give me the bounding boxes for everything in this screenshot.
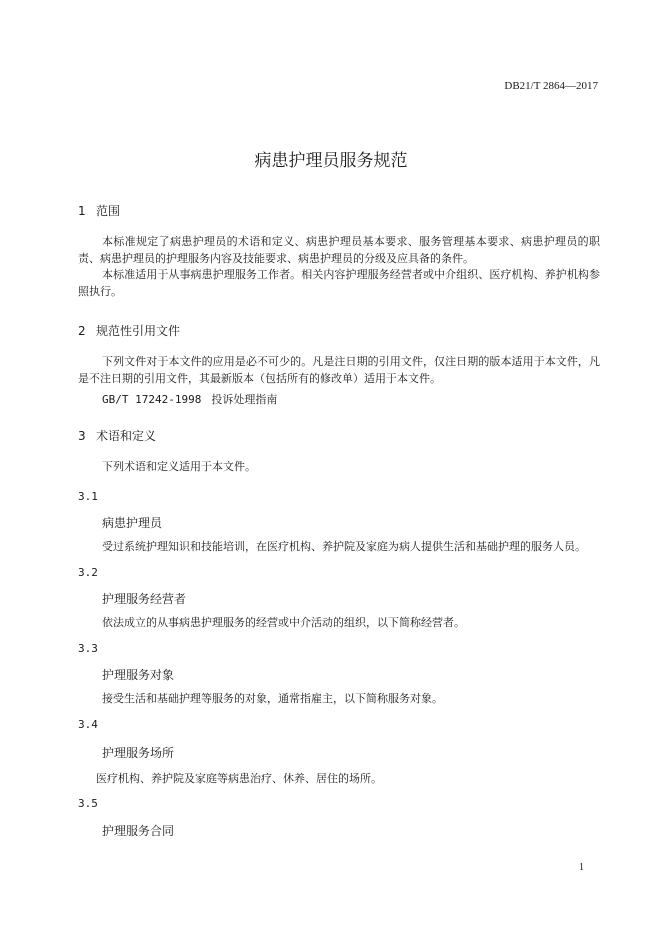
term-definition: 依法成立的从事病患护理服务的经营或中介活动的组织，以下简称经营者。: [102, 616, 465, 629]
section-heading-2: [78, 322, 180, 339]
term-definition: 医疗机构、养护院及家庭等病患治疗、休养、居住的场所。: [96, 772, 382, 785]
section-number: 1: [78, 204, 86, 218]
section-heading-3: [78, 427, 156, 444]
term-heading: 病患护理员: [102, 516, 163, 530]
clause-number: 3.3: [78, 642, 98, 655]
section-number: 3: [78, 429, 86, 443]
section-heading-1: [78, 202, 120, 219]
section-2-paragraph-1: 下列文件对于本文件的应用是必不可少的。凡是注日期的引用文件，仅注日期的版本适用于本文件，凡是不注日期的引用文件，其最新版本（包括所有的修改单）适用于本文件。: [78, 355, 600, 385]
standard-code: DB21/T 2864—2017: [504, 80, 598, 92]
term-heading: 护理服务对象: [102, 668, 175, 682]
section-title: 术语和定义: [96, 429, 157, 443]
clause-number: 3.5: [78, 797, 98, 810]
clause-number: 3.4: [78, 718, 98, 731]
section-title: 规范性引用文件: [96, 324, 181, 338]
normative-reference: [102, 391, 277, 407]
section-number: 2: [78, 324, 86, 338]
term-definition: 接受生活和基础护理等服务的对象，通常指雇主，以下简称服务对象。: [102, 692, 443, 705]
section-title: 范围: [96, 204, 121, 218]
clause-number: 3.1: [78, 490, 98, 503]
reference-title: 投诉处理指南: [211, 393, 278, 406]
document-title: 病患护理员服务规范: [254, 151, 408, 171]
term-heading: 护理服务经营者: [102, 592, 187, 606]
term-definition: 受过系统护理知识和技能培训，在医疗机构、养护院及家庭为病人提供生活和基础护理的服务人员。: [102, 540, 586, 553]
section-1-paragraph-2: 本标准适用于从事病患护理服务工作者。相关内容护理服务经营者或中介组织、医疗机构、养护机构参照执行。: [78, 268, 600, 298]
section-1-paragraph-1: 本标准规定了病患护理员的术语和定义、病患护理员基本要求、服务管理基本要求、病患护理员的职责、病患护理员的护理服务内容及技能要求、病患护理员的分级及应具备的条件。: [78, 235, 600, 265]
term-heading: 护理服务合同: [102, 824, 175, 838]
clause-number: 3.2: [78, 566, 98, 579]
section-3-paragraph-1: 下列术语和定义适用于本文件。: [102, 460, 256, 473]
term-heading: 护理服务场所: [102, 746, 175, 760]
page-number: 1: [579, 862, 584, 873]
reference-code: GB/T 17242-1998: [102, 393, 202, 406]
